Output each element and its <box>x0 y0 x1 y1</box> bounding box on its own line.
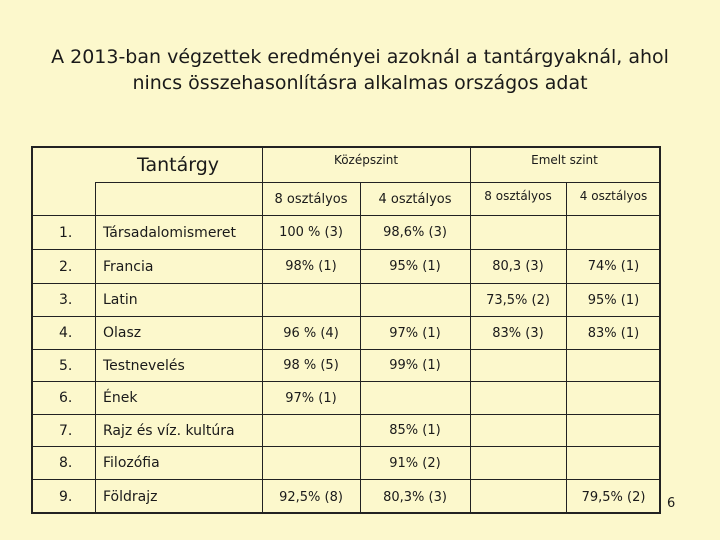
slide-title <box>20 44 700 96</box>
result-cell <box>360 382 470 414</box>
subject-name: Latin <box>103 292 138 308</box>
result-cell: 85% (1) <box>389 423 441 438</box>
result-cell <box>470 480 566 514</box>
grid-line <box>95 182 96 514</box>
result-cell: 80,3 (3) <box>492 259 544 274</box>
result-cell: 73,5% (2) <box>486 292 550 308</box>
result-cell: 92,5% (8) <box>279 489 343 505</box>
result-cell: 99% (1) <box>389 358 441 373</box>
row-number: 7. <box>59 422 73 439</box>
result-cell <box>262 284 360 316</box>
result-cell: 83% (3) <box>492 325 544 341</box>
result-cell <box>566 216 661 249</box>
result-cell <box>470 216 566 249</box>
row-number: 1. <box>59 224 73 241</box>
result-cell: 100 % (3) <box>279 225 343 240</box>
page-number: 6 <box>667 496 676 511</box>
result-cell <box>470 382 566 414</box>
result-cell: 96 % (4) <box>283 325 339 341</box>
subject-name: Filozófia <box>103 455 160 471</box>
result-cell <box>566 382 661 414</box>
result-cell <box>470 415 566 446</box>
emelt-4-header: 4 osztályos <box>579 189 648 203</box>
row-number: 2. <box>59 258 73 275</box>
kozep-8-header: 8 osztályos <box>274 191 348 207</box>
result-cell <box>470 350 566 381</box>
result-cell: 79,5% (2) <box>581 489 646 505</box>
subject-name: Olasz <box>103 325 142 341</box>
results-table <box>31 146 661 514</box>
result-cell <box>470 447 566 479</box>
result-cell <box>262 447 360 479</box>
result-cell: 74% (1) <box>587 259 640 274</box>
title-line-2: nincs összehasonlításra alkalmas országos adat <box>132 72 588 94</box>
result-cell <box>566 350 661 381</box>
result-cell <box>360 284 470 316</box>
row-number: 3. <box>59 292 73 308</box>
result-cell: 98% (1) <box>285 259 337 274</box>
subject-name: Földrajz <box>103 489 158 505</box>
row-number: 5. <box>59 357 73 374</box>
result-cell <box>566 447 661 479</box>
row-number: 9. <box>59 489 73 505</box>
emelt-8-header: 8 osztályos <box>484 189 552 203</box>
result-cell: 80,3% (3) <box>383 489 447 505</box>
kozepszint-header: Középszint <box>333 153 399 167</box>
row-number: 8. <box>59 455 73 471</box>
row-number: 4. <box>59 325 73 341</box>
result-cell <box>566 415 661 446</box>
subject-header: Tantárgy <box>137 154 220 176</box>
emelt-szint-header: Emelt szint <box>531 153 598 167</box>
result-cell: 97% (1) <box>389 325 441 341</box>
result-cell: 95% (1) <box>587 292 640 308</box>
result-cell: 83% (1) <box>587 325 640 341</box>
result-cell: 98,6% (3) <box>383 225 447 240</box>
subject-name: Ének <box>103 390 138 406</box>
result-cell: 98 % (5) <box>283 358 339 373</box>
result-cell <box>262 415 360 446</box>
kozep-4-header: 4 osztályos <box>378 191 452 207</box>
subject-name: Rajz és víz. kultúra <box>103 422 235 439</box>
result-cell: 97% (1) <box>285 390 337 406</box>
result-cell: 91% (2) <box>389 455 441 471</box>
row-number: 6. <box>59 390 73 406</box>
subject-name: Társadalomismeret <box>103 224 236 241</box>
result-cell: 95% (1) <box>389 259 441 274</box>
subject-name: Testnevelés <box>103 357 185 374</box>
subject-name: Francia <box>103 258 154 275</box>
title-line-1: A 2013-ban végzettek eredményei azoknál a tantárgyaknál, ahol <box>51 46 669 68</box>
